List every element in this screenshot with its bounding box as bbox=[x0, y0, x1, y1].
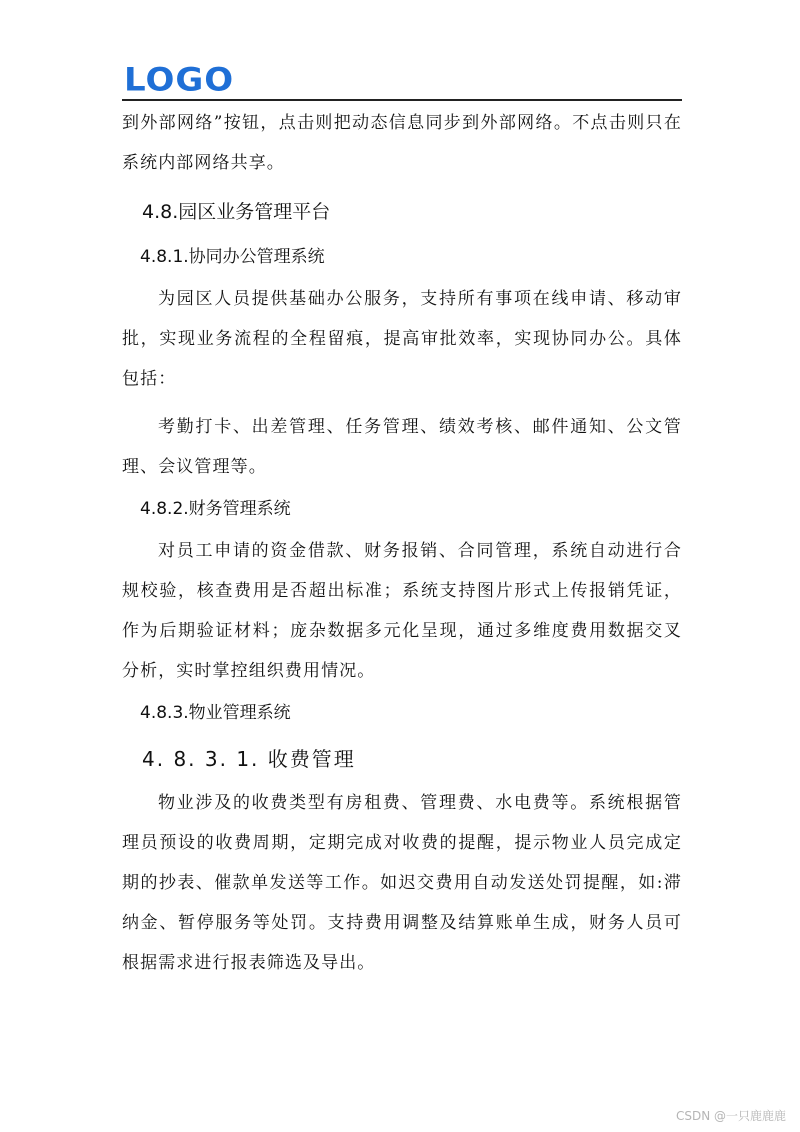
intro-paragraph: 到外部网络”按钮，点击则把动态信息同步到外部网络。不点击则只在系统内部网络共享。 bbox=[122, 113, 682, 173]
paragraph-4-8-1-intro: 为园区人员提供基础办公服务，支持所有事项在线申请、移动审批，实现业务流程的全程留痕，提高审批效率，实现协同办公。具体包括： bbox=[122, 289, 682, 389]
page-header bbox=[122, 62, 682, 102]
header-divider bbox=[122, 99, 682, 101]
section-heading-4-8-3: 4.8.3.物业管理系统 bbox=[140, 703, 291, 723]
watermark: CSDN @一只鹿鹿鹿 bbox=[675, 1109, 786, 1123]
section-heading-4-8-1: 4.8.1.协同办公管理系统 bbox=[140, 247, 325, 267]
paragraph-4-8-2: 对员工申请的资金借款、财务报销、合同管理，系统自动进行合规校验，核查费用是否超出标准；系统支持图片形式上传报销凭证，作为后期验证材料；庞杂数据多元化呈现，通过多维度费用数据交叉分析，实时掌控组织费用情况。 bbox=[122, 541, 682, 681]
section-heading-4-8: 4.8.园区业务管理平台 bbox=[142, 201, 331, 223]
logo: LOGO bbox=[124, 61, 235, 99]
document-body bbox=[122, 103, 682, 983]
paragraph-4-8-3-1: 物业涉及的收费类型有房租费、管理费、水电费等。系统根据管理员预设的收费周期，定期完成对收费的提醒，提示物业人员完成定期的抄表、催款单发送等工作。如迟交费用自动发送处罚提醒，如:滞纳金、暂停服务等处罚。支持费用调整及结算账单生成，财务人员可根据需求进行报表筛选及导出。 bbox=[122, 793, 682, 973]
section-heading-4-8-2: 4.8.2.财务管理系统 bbox=[140, 499, 291, 519]
paragraph-4-8-1-items: 考勤打卡、出差管理、任务管理、绩效考核、邮件通知、公文管理、会议管理等。 bbox=[122, 417, 682, 477]
section-heading-4-8-3-1: 4. 8. 3. 1. 收费管理 bbox=[142, 747, 356, 771]
